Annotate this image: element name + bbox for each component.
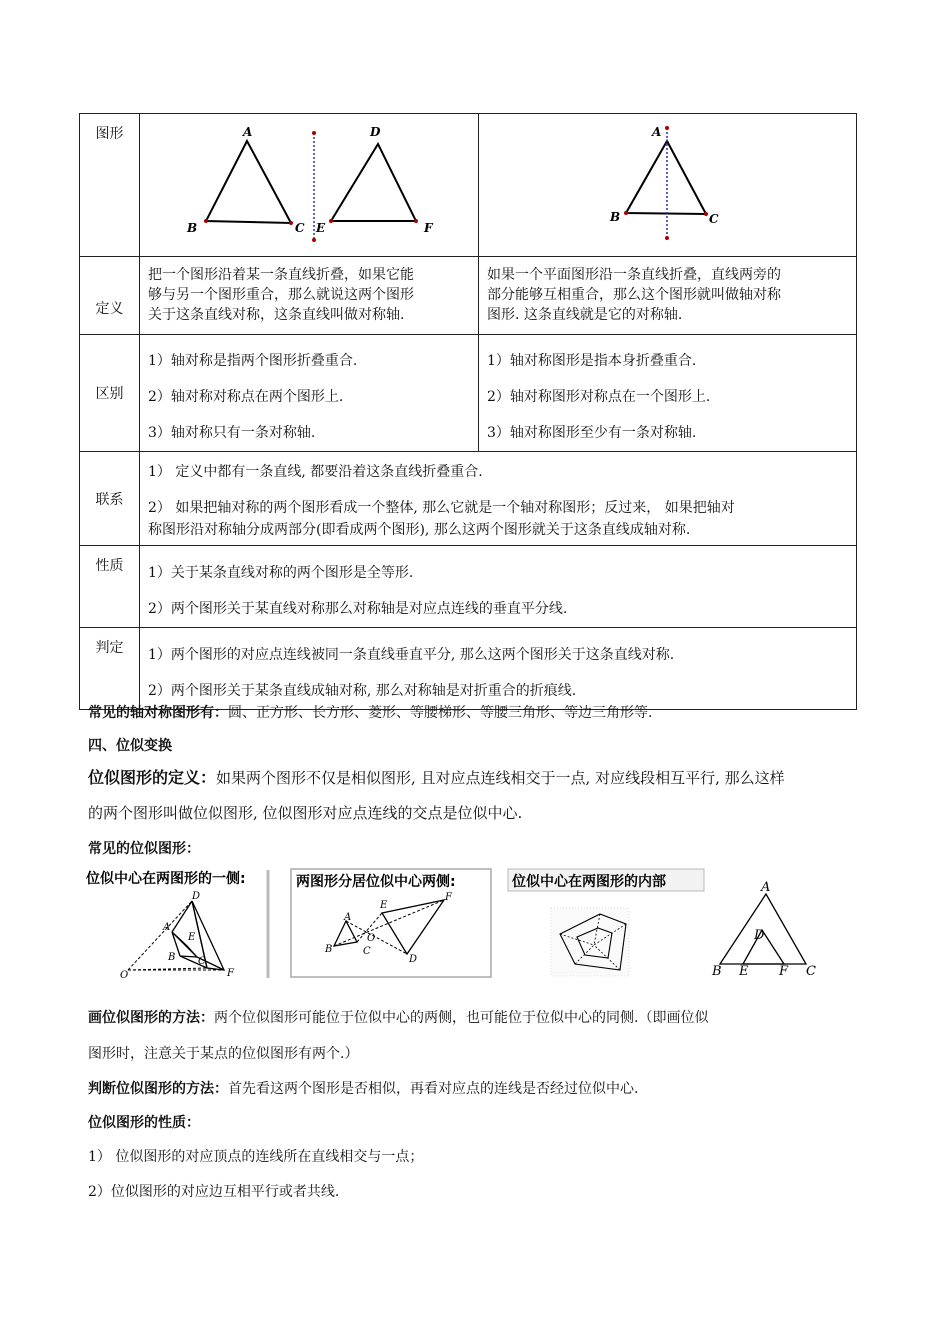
text-line: 2）两个图形关于某条直线成轴对称, 那么对称轴是对折重合的折痕线. — [148, 683, 577, 699]
table-row-figure — [80, 114, 857, 257]
row-head — [80, 257, 140, 335]
row-head — [80, 335, 140, 452]
label-A: A — [163, 922, 171, 933]
label-A: A — [761, 880, 771, 895]
section-title: 四、位似变换 — [88, 738, 172, 754]
label-D: D — [192, 891, 201, 902]
judge-method-text: 首先看这两个图形是否相似，再看对应点的连线是否经过位似中心. — [228, 1081, 639, 1097]
text-line: 3）轴对称图形至少有一条对称轴. — [487, 425, 697, 441]
text-line: 1） 定义中都有一条直线, 都要沿着这条直线折叠重合. — [148, 464, 483, 480]
triangle-def — [331, 144, 416, 221]
homothety-definition — [88, 761, 868, 795]
properties-label: 位似图形的性质： — [88, 1115, 200, 1131]
label-F: F — [424, 221, 433, 235]
label-C: C — [709, 212, 719, 226]
relation-text — [140, 452, 857, 546]
definition-left — [140, 257, 479, 335]
label-O: O — [120, 970, 129, 981]
label-C: C — [295, 221, 305, 235]
definition-right — [479, 257, 857, 335]
label-F: F — [227, 968, 234, 979]
text-line: 2）两个图形关于某直线对称那么对称轴是对应点连线的垂直平分线. — [148, 601, 568, 617]
text-line: 把一个图形沿着某一条直线折叠，如果它能 — [148, 267, 414, 283]
draw-method-paragraph — [88, 1002, 868, 1035]
label-D: D — [754, 928, 765, 943]
label-B: B — [187, 221, 198, 235]
text-line: 2）轴对称图形对称点在一个图形上. — [487, 389, 711, 405]
label-C: C — [198, 956, 206, 967]
property-text — [140, 546, 857, 628]
homothety-figures — [84, 866, 824, 986]
draw-method-cont: 图形时，注意关于某点的位似图形有两个.） — [88, 1046, 359, 1062]
label-C: C — [806, 964, 816, 979]
text-line: 1）轴对称是指两个图形折叠重合. — [148, 353, 358, 369]
label-B: B — [712, 964, 722, 979]
symmetric-triangle-diagram — [479, 114, 857, 256]
box2-title: 两图形分居位似中心两侧: — [296, 874, 456, 890]
property-item: 1） 位似图形的对应顶点的连线所在直线相交与一点； — [88, 1149, 424, 1165]
row-head — [80, 114, 140, 257]
label-O: O — [367, 933, 376, 944]
row-head-label: 区别 — [95, 386, 124, 402]
row-head-label: 判定 — [95, 640, 124, 656]
row-head-label: 性质 — [95, 558, 124, 574]
label-F: F — [779, 964, 789, 979]
triangle-abc — [626, 141, 706, 214]
table-row-relation — [80, 452, 857, 546]
text-line: 3）轴对称只有一条对称轴. — [148, 425, 316, 441]
difference-right — [479, 335, 857, 452]
difference-left — [140, 335, 479, 452]
text-line: 称图形沿对称轴分成两部分(即看成两个图形), 那么这两个图形就关于这条直线成轴对称. — [148, 522, 691, 538]
common-axial-label: 常见的轴对称图形有： — [88, 705, 228, 721]
text-line: 2）轴对称对称点在两个图形上. — [148, 389, 344, 405]
row-head-label: 定义 — [95, 300, 124, 317]
label-F: F — [445, 892, 452, 903]
text-line: 1）两个图形的对应点连线被同一条直线垂直平分, 那么这两个图形关于这条直线对称. — [148, 647, 675, 663]
judge-method-label: 判断位似图形的方法： — [88, 1081, 228, 1097]
draw-method-label: 画位似图形的方法： — [88, 1010, 214, 1026]
text-line: 够与另一个图形重合，那么就说这两个图形 — [148, 287, 414, 303]
text-line: 关于这条直线对称，这条直线叫做对称轴. — [148, 307, 405, 323]
homothety-definition-cont: 的两个图形叫做位似图形, 位似图形对应点连线的交点是位似中心. — [88, 804, 523, 822]
label-B: B — [610, 210, 621, 224]
table-row-property — [80, 546, 857, 628]
table-row-definition — [80, 257, 857, 335]
box1-title: 位似中心在两图形的一侧: — [86, 871, 246, 887]
table-row-difference — [80, 335, 857, 452]
figure-two-triangles-cell — [140, 114, 479, 257]
label-E: E — [188, 932, 196, 943]
comparison-table — [79, 113, 857, 710]
label-D: D — [409, 954, 418, 965]
label-E: E — [739, 964, 749, 979]
common-homothety-label: 常见的位似图形： — [88, 841, 200, 857]
figure-one-side — [84, 866, 272, 981]
homothety-def-text: 如果两个图形不仅是相似图形, 且对应点连线相交于一点, 对应线段相互平行, 那么这样 — [216, 769, 785, 787]
row-head-label: 图形 — [95, 126, 124, 142]
two-triangles-diagram — [140, 114, 479, 256]
homothety-def-label: 位似图形的定义： — [88, 768, 217, 787]
row-head-label: 联系 — [95, 491, 124, 508]
box3-title: 位似中心在两图形的内部 — [512, 874, 666, 890]
label-A: A — [344, 912, 352, 923]
row-head — [80, 452, 140, 546]
figure-single-triangle-cell — [479, 114, 857, 257]
figure-two-sides — [291, 869, 491, 977]
common-axial-text: 圆、正方形、长方形、菱形、等腰梯形、等腰三角形、等边三角形等. — [228, 705, 653, 721]
text-line: 1）轴对称图形是指本身折叠重合. — [487, 353, 697, 369]
text-line: 1）关于某条直线对称的两个图形是全等形. — [148, 565, 414, 581]
label-A: A — [652, 125, 662, 139]
common-axial-paragraph — [88, 697, 868, 730]
label-E: E — [380, 900, 388, 911]
label-E: E — [316, 221, 326, 235]
figure-triangle-homothety — [711, 880, 816, 979]
figure-inside — [508, 869, 704, 976]
text-line: 图形. 这条直线就是它的对称轴. — [487, 307, 683, 323]
draw-method-text: 两个位似图形可能位于位似中心的两侧，也可能位于位似中心的同侧.（即画位似 — [214, 1010, 709, 1026]
triangle-abc — [206, 141, 291, 223]
label-B: B — [168, 952, 176, 963]
property-item: 2）位似图形的对应边互相平行或者共线. — [88, 1184, 340, 1200]
row-head — [80, 546, 140, 628]
text-line: 如果一个平面图形沿一条直线折叠，直线两旁的 — [487, 267, 781, 283]
label-C: C — [363, 946, 371, 957]
label-A: A — [243, 125, 253, 139]
text-line: 2） 如果把轴对称的两个图形看成一个整体, 那么它就是一个轴对称图形；反过来， 如果把轴对 — [148, 500, 735, 516]
text-line: 部分能够互相重合，那么这个图形就叫做轴对称 — [487, 287, 781, 303]
label-B: B — [325, 944, 333, 955]
label-D: D — [370, 125, 381, 139]
judge-method-paragraph — [88, 1073, 868, 1106]
